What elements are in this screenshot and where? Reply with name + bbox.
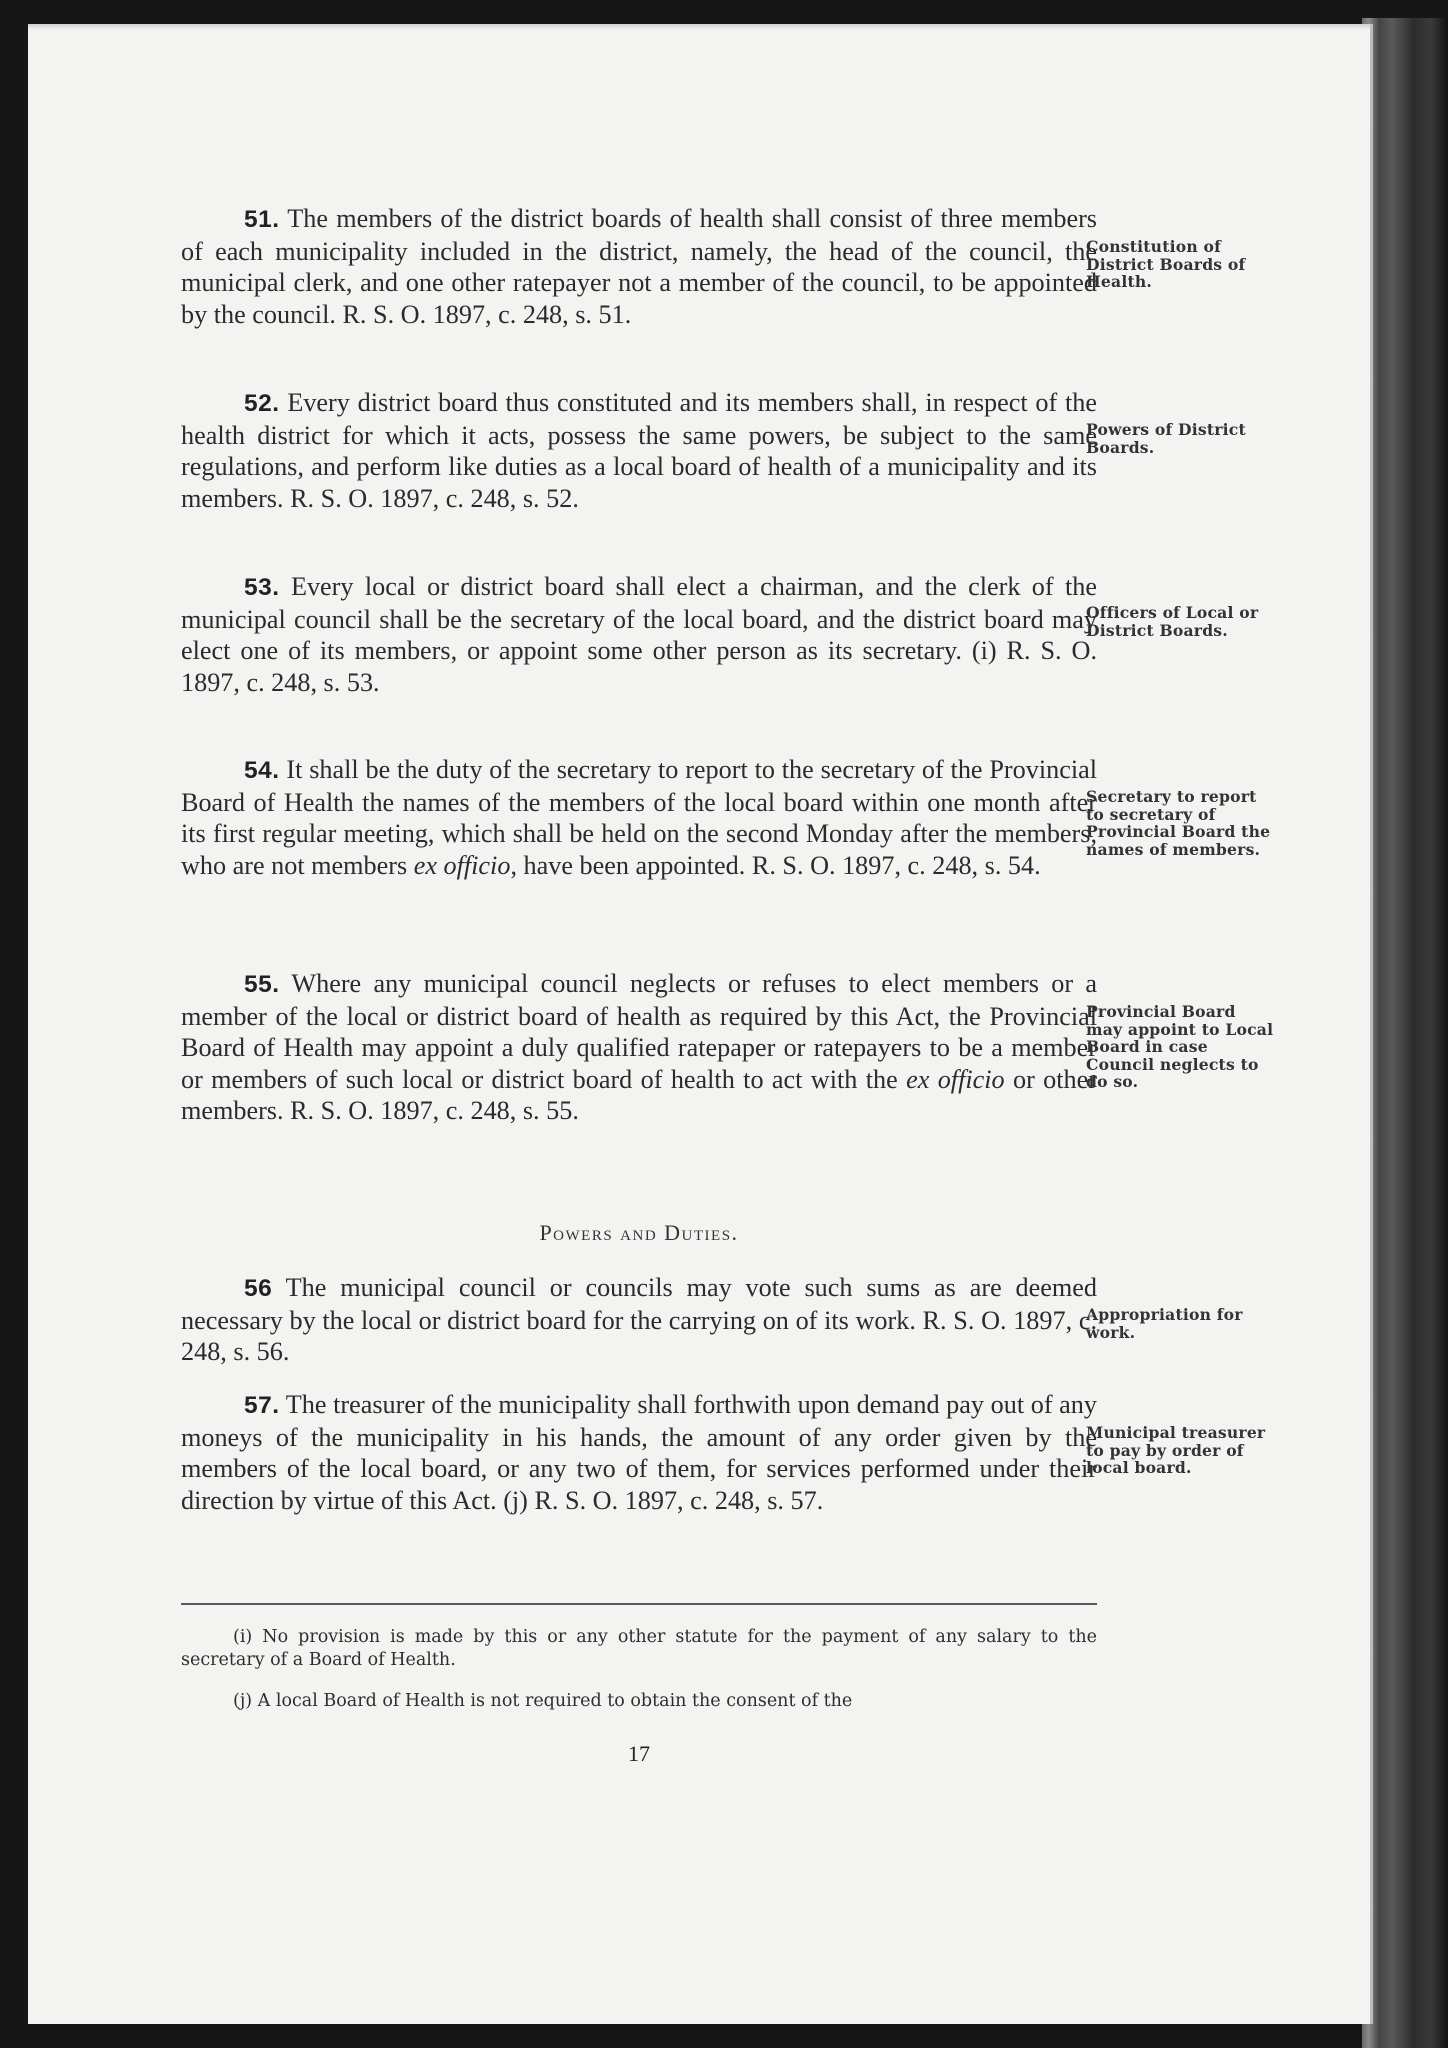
section-text: The treasurer of the municipality shall forthwith upon demand pay out of any moneys of the municipality in his hands, the amount of any order given by the members of the local board, or any two of them, for services performed under their direction by virtue of this Act. (j) R. S. O. 1897, c. 248, s. 57. <box>181 1390 1097 1515</box>
section-text-italic: ex officio <box>906 1064 1005 1094</box>
section-text: The municipal council or councils may vote such sums as are deemed necessary by the local or district board for the carrying on of its work. R. S. O. 1897, c. 248, s. 56. <box>181 1273 1097 1366</box>
section-text: Every local or district board shall elect a chairman, and the clerk of the municipal council shall be the secretary of the local board, and the district board may elect one of its members, or appoint some other person as its secretary. (i) R. S. O. 1897, c. 248, s. 53. <box>181 572 1097 697</box>
section-number: 52. <box>244 390 280 417</box>
margin-note-56: Appropriation for work. <box>1086 1305 1243 1342</box>
section-text: The members of the district boards of health shall consist of three members of each municipality included in the district, namely, the head of the council, the municipal clerk, and one other ratepayer not a member of the council, to be appointed by the council. R. S. O. 1897, c. 248, s. 51. <box>181 204 1097 329</box>
section-text: Where any municipal council neglects or refuses to elect members or a member of the local or district board of health as required by this Act, the Provincial Board of Health may appoint a duly qualified ratepaper or ratepayers to be a member or members of such local or district board of health to act with the <box>181 969 1098 1094</box>
section-text: It shall be the duty of the secretary to report to the secretary of the Provincial Board of Health the names of the members of the local board within one month after its first regular meeting, which shall be held on the second Monday after the members, who are not members <box>181 755 1097 880</box>
margin-note-54: Secretary to report to secretary of Provincial Board the names of members. <box>1086 787 1271 859</box>
section-56 <box>181 1272 1097 1368</box>
section-number: 56 <box>244 1275 273 1302</box>
footnote-rule <box>181 1603 1097 1605</box>
margin-note-57: Municipal treasurer to pay by order of local board. <box>1086 1423 1266 1477</box>
section-number: 51. <box>244 206 280 233</box>
section-text-italic: ex officio <box>413 850 511 880</box>
section-57 <box>181 1389 1097 1516</box>
section-54 <box>181 754 1097 881</box>
book-page-edge <box>1362 18 1448 2048</box>
footnote-j: (j) A local Board of Health is not required to obtain the consent of the <box>233 1691 853 1711</box>
footnote-i: (i) No provision is made by this or any other statute for the payment of any salary to the secretary of a Board of Health. <box>181 1627 1097 1670</box>
section-number: 57. <box>244 1392 280 1419</box>
section-heading: Powers and Duties. <box>539 1220 739 1245</box>
page-number: 17 <box>628 1741 650 1766</box>
section-number: 53. <box>244 574 280 601</box>
margin-note-53: Officers of Local or District Boards. <box>1086 603 1259 640</box>
section-53 <box>181 571 1097 698</box>
section-52 <box>181 387 1097 514</box>
section-number: 55. <box>244 971 280 998</box>
margin-note-52: Powers of District Boards. <box>1086 420 1246 457</box>
section-text-end: or other members. R. S. O. 1897, c. 248, s. 55. <box>181 1064 1097 1125</box>
margin-note-55: Provincial Board may appoint to Local Board in case Council neglects to do so. <box>1086 1002 1274 1091</box>
section-text: Every district board thus constituted and its members shall, in respect of the health district for which it acts, possess the same powers, be subject to the same regulations, and perform like duties as a local board of health of a municipality and its members. R. S. O. 1897, c. 248, s. 52. <box>181 388 1097 513</box>
section-51 <box>181 203 1097 330</box>
section-55 <box>181 968 1097 1127</box>
section-number: 54. <box>244 757 280 784</box>
section-text-end: , have been appointed. R. S. O. 1897, c. 248, s. 54. <box>510 850 1041 880</box>
margin-note-51: Constitution of District Boards of Health. <box>1086 237 1246 291</box>
